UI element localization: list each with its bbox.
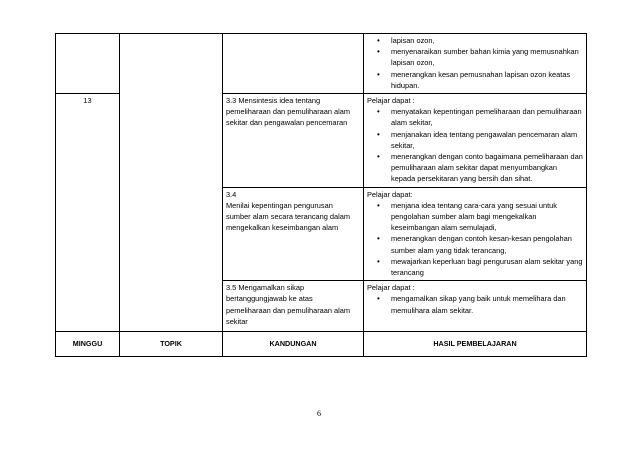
list-item: • menjanakan idea tentang pengawalan pencemaran alam sekitar,: [367, 129, 583, 151]
list-item: • menerangkan dengan contoh kesan-kesan pengolahan sumber alam yang tidak terancang,: [367, 233, 583, 255]
outcomes-cell: [364, 281, 587, 332]
outcome-list: [367, 200, 583, 278]
outcome-lead: Pelajar dapat :: [367, 283, 415, 293]
header-topik: TOPIK: [120, 332, 223, 357]
content-number: 3.4: [226, 189, 237, 199]
list-item: • menerangkan dengan conto bagaimana pemeliharaan dan pemuliharaan alam sekitar dapat menyumbangkan kepada persekitaran yang bersih dan sihat.: [367, 151, 583, 185]
header-row: [56, 332, 587, 357]
week-cell: 13: [56, 94, 120, 332]
list-item: • mewajarkan keperluan bagi pengurusan alam sekitar yang terancang: [367, 256, 583, 278]
syllabus-table: [55, 33, 587, 357]
outcome-list: [367, 106, 583, 184]
outcome-list: [367, 35, 583, 91]
content-cell: [223, 187, 364, 281]
outcome-list: [367, 293, 583, 315]
outcomes-cell: [364, 94, 587, 188]
list-item: • menyatakan kepentingan pemeliharaan dan pemuliharaan alam sekitar,: [367, 106, 583, 128]
content-cell: [223, 34, 364, 94]
outcomes-cell: [364, 187, 587, 281]
table-row: [56, 34, 587, 94]
outcomes-cell: [364, 34, 587, 94]
content-text: Menilai kepentingan pengurusan sumber alam secara terancang dalam mengekalkan keseimbangan alam: [226, 200, 351, 233]
week-cell: [56, 34, 120, 94]
header-hasil: HASIL PEMBELAJARAN: [364, 332, 587, 357]
outcome-lead: Pelajar dapat:: [367, 189, 413, 199]
outcome-lead: Pelajar dapat :: [367, 96, 415, 106]
header-minggu: MINGGU: [56, 332, 120, 357]
content-cell: 3.5 Mengamalkan sikap bertanggungjawab ke atas pemeliharaan dan pemuliharaan alam sekitar: [223, 281, 364, 332]
list-item: • lapisan ozon,: [367, 35, 583, 46]
list-item: • mengamalkan sikap yang baik untuk memelihara dan memulihara alam sekitar.: [367, 293, 583, 315]
list-item: • menyenaraikan sumber bahan kimia yang memusnahkan lapisan ozon,: [367, 46, 583, 68]
content-cell: 3.3 Mensintesis idea tentang pemeliharaan dan pemuliharaan alam sekitar dan pengawalan pencemaran: [223, 94, 364, 188]
page-number: 6: [317, 409, 321, 418]
topic-cell: [120, 34, 223, 332]
header-kandungan: KANDUNGAN: [223, 332, 364, 357]
list-item: • menjana idea tentang cara-cara yang sesuai untuk pengolahan sumber alam bagi mengekalkan keseimbangan alam semulajadi,: [367, 200, 583, 234]
list-item: • menerangkan kesan pemusnahan lapisan ozon keatas hidupan.: [367, 69, 583, 91]
